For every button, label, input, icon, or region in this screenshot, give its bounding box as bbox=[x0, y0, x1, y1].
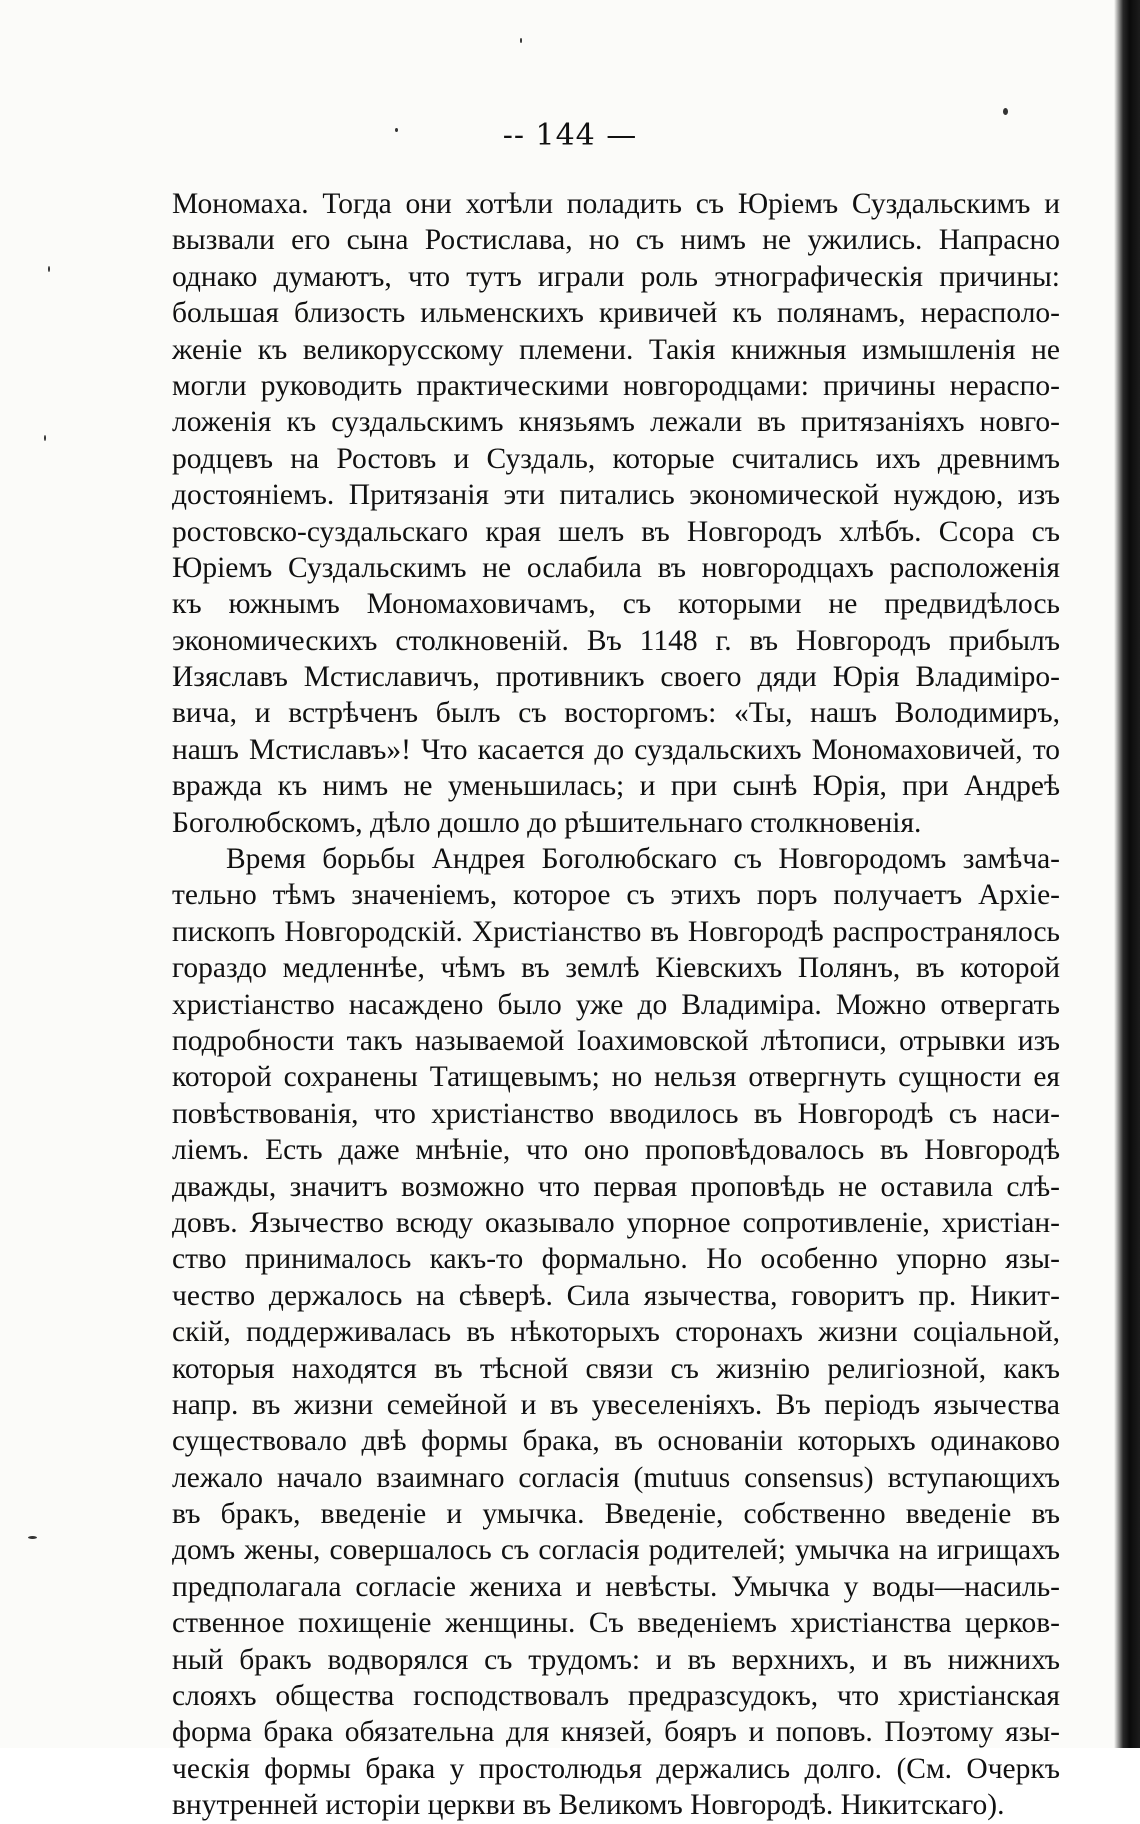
text-line: однако думаютъ, что тутъ играли роль этнографическія причины: bbox=[172, 260, 1060, 293]
text-line: ный бракъ водворялся съ трудомъ: и въ верхнихъ, и въ нижнихъ bbox=[172, 1643, 1060, 1676]
text-line: женіе къ великорусскому племени. Такія книжныя измышленія не bbox=[172, 333, 1060, 366]
paragraph-2 bbox=[172, 841, 1060, 1824]
text-line: христіанство насаждено было уже до Владиміра. Можно отвергать bbox=[172, 988, 1060, 1021]
text-line: слояхъ общества господствовалъ предразсудокъ, что христіанская bbox=[172, 1680, 1060, 1713]
scan-speck bbox=[44, 435, 46, 441]
text-line: достояніемъ. Притязанія эти питались экономической нуждою, изъ bbox=[172, 479, 1060, 512]
text-line: вражда къ нимъ не уменьшилась; и при сынѣ Юрія, при Андреѣ bbox=[172, 770, 1060, 803]
text-line: ліемъ. Есть даже мнѣніе, что оно проповѣдовалось въ Новгородѣ bbox=[172, 1134, 1060, 1167]
scan-speck bbox=[28, 1536, 37, 1539]
page-number: -- 144 — bbox=[502, 118, 638, 153]
scan-speck bbox=[520, 38, 522, 43]
text-line: вича, и встрѣченъ былъ съ восторгомъ: «Ты, нашъ Володимиръ, bbox=[172, 697, 1060, 730]
text-line: Мономаха. Тогда они хотѣли поладить съ Юріемъ Суздальскимъ и bbox=[172, 188, 1060, 220]
text-line: предполагала согласіе жениха и невѣсты. Умычка у воды—насиль- bbox=[172, 1570, 1060, 1603]
text-line: нашъ Мстиславъ»! Что касается до суздальскихъ Мономаховичей, то bbox=[172, 733, 1060, 766]
text-line: въ бракъ, введеніе и умычка. Введеніе, собственно введеніе въ bbox=[172, 1498, 1060, 1531]
text-line: ростовско-суздальскаго края шелъ въ Новгородъ хлѣбъ. Ссора съ bbox=[172, 515, 1060, 548]
text-line: лежало начало взаимнаго согласія (mutuus consensus) вступающихъ bbox=[172, 1461, 1060, 1494]
text-line: ложенія къ суздальскимъ князьямъ лежали въ притязаніяхъ новго- bbox=[172, 406, 1060, 439]
text-line: внутренней исторіи церкви въ Великомъ Новгородѣ. Никитскаго). bbox=[172, 1789, 1005, 1822]
text-line: ство принималось какъ-то формально. Но особенно упорно язы- bbox=[172, 1243, 1060, 1276]
text-line: пископъ Новгородскій. Христіанство въ Новгородѣ распространялось bbox=[172, 915, 1060, 948]
text-line: которыя находятся въ тѣсной связи съ жизнію религіозной, какъ bbox=[172, 1352, 1060, 1385]
text-line: повѣствованія, что христіанство вводилось въ Новгородѣ съ наси- bbox=[172, 1097, 1060, 1130]
text-line: скій, поддерживалась въ нѣкоторыхъ сторонахъ жизни соціальной, bbox=[172, 1316, 1060, 1349]
text-line: форма брака обязательна для князей, бояръ и поповъ. Поэтому язы- bbox=[172, 1716, 1060, 1749]
text-line: ственное похищеніе женщины. Съ введеніемъ христіанства церков- bbox=[172, 1607, 1060, 1640]
text-line: вызвали его сына Ростислава, но съ нимъ не ужились. Напрасно bbox=[172, 224, 1060, 257]
text-line: домъ жены, совершалось съ согласія родителей; умычка на игрищахъ bbox=[172, 1534, 1060, 1567]
text-line: чество держалось на сѣверѣ. Сила язычества, говоритъ пр. Никит- bbox=[172, 1279, 1060, 1312]
text-line: тельно тѣмъ значеніемъ, которое съ этихъ поръ получаетъ Архіе- bbox=[172, 879, 1060, 912]
binding-edge bbox=[1114, 0, 1140, 1748]
text-line: къ южнымъ Мономаховичамъ, съ которыми не предвидѣлось bbox=[172, 588, 1060, 621]
text-line: существовало двѣ формы брака, въ основаніи которыхъ одинаково bbox=[172, 1425, 1060, 1458]
text-line: дважды, значитъ возможно что первая проповѣдь не оставила слѣ- bbox=[172, 1170, 1060, 1203]
text-line: ческія формы брака у простолюдья держались долго. (См. Очеркъ bbox=[172, 1752, 1060, 1785]
text-line: Юріемъ Суздальскимъ не ослабила въ новгородцахъ расположенія bbox=[172, 551, 1060, 584]
scan-speck bbox=[1003, 108, 1008, 115]
paragraph-1 bbox=[172, 186, 1060, 841]
text-line: которой сохранены Татищевымъ; но нельзя отвергнуть сущности ея bbox=[172, 1061, 1060, 1094]
text-line: Время борьбы Андрея Боголюбскаго съ Новгородомъ замѣча- bbox=[226, 843, 1060, 876]
text-line: гораздо медленнѣе, чѣмъ въ землѣ Кіевскихъ Полянъ, въ которой bbox=[172, 952, 1060, 985]
text-line: Боголюбскомъ, дѣло дошло до рѣшительнаго столкновенія. bbox=[172, 806, 922, 839]
text-line: Изяславъ Мстиславичъ, противникъ своего дяди Юрія Владиміро- bbox=[172, 661, 1060, 694]
text-line: напр. въ жизни семейной и въ увеселеніяхъ. Въ періодъ язычества bbox=[172, 1388, 1060, 1421]
text-line: довъ. Язычество всюду оказывало упорное сопротивленіе, христіан- bbox=[172, 1206, 1060, 1239]
text-line: могли руководить практическими новгородцами: причины нераспо- bbox=[172, 369, 1060, 402]
scan-speck bbox=[48, 266, 50, 272]
body-text bbox=[172, 186, 1060, 1824]
text-line: экономическихъ столкновеній. Въ 1148 г. въ Новгородъ прибылъ bbox=[172, 624, 1060, 657]
text-line: большая близость ильменскихъ кривичей къ полянамъ, нерасполо- bbox=[172, 297, 1060, 330]
text-line: родцевъ на Ростовъ и Суздаль, которые считались ихъ древнимъ bbox=[172, 442, 1060, 475]
text-line: подробности такъ называемой Іоахимовской лѣтописи, отрывки изъ bbox=[172, 1024, 1060, 1057]
